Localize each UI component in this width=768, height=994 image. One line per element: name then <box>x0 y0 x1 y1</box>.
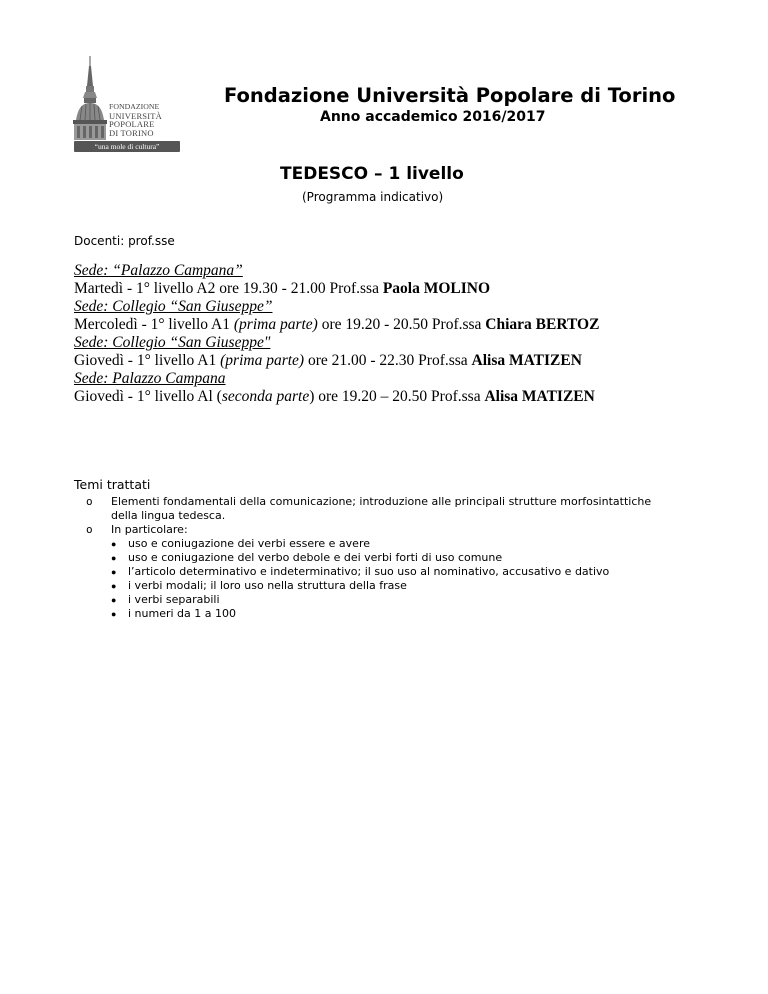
schedule-sede-4 <box>74 370 226 388</box>
list-item: uso e coniugazione dei verbi essere e avere <box>128 537 370 550</box>
topic-item-1-line-2: della lingua tedesca. <box>111 509 226 522</box>
bullet-icon: ● <box>111 595 117 605</box>
schedule-text: Giovedì - 1° livello A1 <box>74 352 221 369</box>
schedule-time: ore 19.20 - 20.50 Prof.ssa <box>317 316 486 333</box>
sede-label: Sede: “Palazzo Campana” <box>74 262 243 279</box>
schedule-time: ore 21.00 - 22.30 Prof.ssa <box>304 352 472 369</box>
list-item: i numeri da 1 a 100 <box>128 607 237 620</box>
teacher-name: Alisa MATIZEN <box>484 388 595 405</box>
bullet-icon: ● <box>111 581 117 591</box>
schedule-text: Mercoledì - 1° livello A1 <box>74 316 234 333</box>
academic-year: Anno accademico 2016/2017 <box>320 109 546 125</box>
course-title: TEDESCO – 1 livello <box>280 164 464 184</box>
bullet-icon: ● <box>111 609 117 619</box>
teacher-name: Paola MOLINO <box>382 280 491 297</box>
bullet-icon: ● <box>111 567 117 577</box>
circle-bullet-icon: o <box>86 495 93 508</box>
schedule-line-1 <box>74 280 490 298</box>
logo-wordmark <box>109 103 162 137</box>
schedule-text: Martedì - 1° livello A2 ore 19.30 - 21.00 Prof.ssa <box>74 280 383 297</box>
circle-bullet-icon: o <box>86 523 93 536</box>
topic-item-2: In particolare: <box>111 523 188 536</box>
schedule-part: (prima parte) <box>233 316 318 333</box>
schedule-line-4 <box>74 388 595 406</box>
docenti-label: Docenti: prof.sse <box>74 234 175 248</box>
logo-motto: “una mole di cultura” <box>74 141 180 152</box>
foundation-logo <box>70 56 182 152</box>
list-item: i verbi modali; il loro uso nella struttura della frase <box>128 579 407 592</box>
schedule-text: Giovedì - 1° livello Al ( <box>74 388 222 405</box>
schedule-part: (prima parte) <box>220 352 305 369</box>
schedule-time: ) ore 19.20 – 20.50 Prof.ssa <box>309 388 485 405</box>
schedule-sede-2 <box>74 298 272 316</box>
schedule-part: seconda parte <box>221 388 310 405</box>
list-item: i verbi separabili <box>128 593 220 606</box>
logo-line: FONDAZIONE <box>109 102 160 111</box>
bullet-icon: ● <box>111 539 117 549</box>
schedule-sede-3 <box>74 334 270 352</box>
logo-line: DI TORINO <box>109 127 154 138</box>
list-item: l’articolo determinativo e indeterminativo; il suo uso al nominativo, accusativo e dativo <box>128 565 610 578</box>
mole-antonelliana-icon <box>70 56 110 142</box>
sede-label: Sede: Collegio “San Giuseppe” <box>74 298 273 315</box>
sede-label: Sede: Collegio “San Giuseppe" <box>74 334 271 351</box>
schedule-line-2 <box>74 316 599 334</box>
bullet-icon: ● <box>111 553 117 563</box>
schedule-line-3 <box>74 352 582 370</box>
teacher-name: Chiara BERTOZ <box>485 316 600 333</box>
logo-line: UNIVERSITÀ <box>109 110 162 121</box>
sede-label: Sede: Palazzo Campana <box>74 370 226 387</box>
topics-title: Temi trattati <box>74 477 151 492</box>
organization-name: Fondazione Università Popolare di Torino <box>224 84 676 107</box>
topic-item-1-line-1: Elementi fondamentali della comunicazione; introduzione alle principali strutture morfosintattiche <box>111 495 652 508</box>
logo-line: POPOLARE <box>109 119 155 130</box>
teacher-name: Alisa MATIZEN <box>471 352 582 369</box>
course-subtitle: (Programma indicativo) <box>302 190 444 204</box>
schedule-sede-1 <box>74 262 243 280</box>
list-item: uso e coniugazione del verbo debole e dei verbi forti di uso comune <box>128 551 503 564</box>
